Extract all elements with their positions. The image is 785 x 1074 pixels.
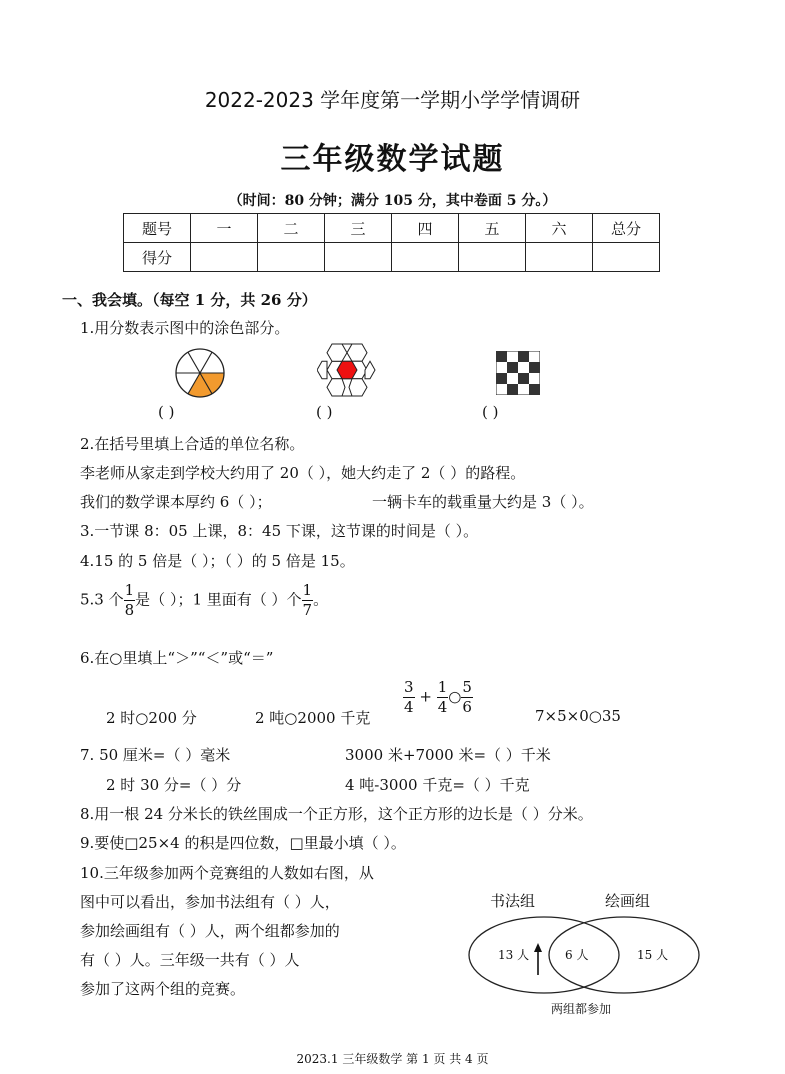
checkerboard-figure bbox=[496, 351, 540, 395]
question-2-line-1: 李老师从家走到学校大约用了 20（ ），她大约走了 2（ ）的路程。 bbox=[80, 464, 526, 482]
score-cell: 总分 bbox=[593, 214, 660, 243]
score-cell: 五 bbox=[459, 214, 526, 243]
score-input-cell[interactable] bbox=[258, 243, 325, 272]
compare-item: 2 吨○2000 千克 bbox=[255, 709, 371, 727]
fraction: $\frac{5}{6}$ bbox=[462, 678, 472, 716]
question-5-text: 是（ ）；1 里面有（ ）个 bbox=[135, 590, 302, 609]
exam-title: 2022-2023 学年度第一学期小学学情调研 bbox=[204, 88, 581, 112]
fraction: $\frac{3}{4}$ bbox=[404, 678, 414, 716]
score-cell: 题号 bbox=[124, 214, 191, 243]
exam-info: （时间：80 分钟；满分 105 分，其中卷面 5 分。） bbox=[228, 193, 557, 209]
circle-sixths-figure bbox=[172, 345, 228, 401]
question-10-line: 有（ ）人。三年级一共有（ ）人 bbox=[80, 951, 300, 969]
question-9: 9.要使□25×4 的积是四位数，□里最小填（ ）。 bbox=[80, 834, 406, 852]
score-input-cell[interactable] bbox=[593, 243, 660, 272]
venn-left-ellipse bbox=[469, 917, 619, 993]
score-value-row bbox=[124, 243, 660, 272]
question-10-line: 参加了这两个组的竞赛。 bbox=[80, 980, 246, 998]
question-7b: 3000 米+7000 米=（ ）千米 bbox=[345, 746, 551, 764]
venn-right-count: 15 人 bbox=[637, 948, 669, 962]
score-cell: 得分 bbox=[124, 243, 191, 272]
question-10-line: 10.三年级参加两个竞赛组的人数如右图，从 bbox=[80, 864, 374, 882]
hexagon-figure bbox=[317, 340, 377, 400]
question-7a: 7. 50 厘米=（ ）毫米 bbox=[80, 746, 231, 764]
answer-blank[interactable]: ( ) bbox=[158, 403, 175, 421]
question-10-line: 图中可以看出，参加书法组有（ ）人， bbox=[80, 893, 340, 911]
venn-bottom-label: 两组都参加 bbox=[551, 1002, 612, 1016]
question-2-line-2b: 一辆卡车的载重量大约是 3（ ）。 bbox=[372, 493, 594, 511]
question-2: 2.在括号里填上合适的单位名称。 bbox=[80, 435, 305, 453]
question-5-text: 5.3 个 bbox=[80, 590, 124, 609]
question-5 bbox=[80, 583, 328, 618]
subject-title: 三年级数学试题 bbox=[280, 142, 505, 177]
score-cell: 三 bbox=[325, 214, 392, 243]
fraction: $\frac{1}{4}$ bbox=[437, 678, 448, 716]
question-5-text: 。 bbox=[313, 590, 329, 609]
venn-middle-count: 6 人 bbox=[565, 948, 589, 962]
score-cell: 六 bbox=[526, 214, 593, 243]
fraction: $\frac{1}{7}$ bbox=[302, 581, 313, 619]
score-input-cell[interactable] bbox=[191, 243, 258, 272]
question-10-line: 参加绘画组有（ ）人，两个组都参加的 bbox=[80, 922, 340, 940]
page-footer: 2023.1 三年级数学 第 1 页 共 4 页 bbox=[296, 1052, 489, 1066]
score-cell: 四 bbox=[392, 214, 459, 243]
score-cell: 一 bbox=[191, 214, 258, 243]
question-6: 6.在○里填上“＞”“＜”或“＝” bbox=[80, 649, 274, 667]
fraction: $\frac{1}{8}$ bbox=[124, 581, 135, 619]
section-heading: 一、我会填。（每空 1 分，共 26 分） bbox=[62, 291, 317, 309]
arrow-head-icon bbox=[534, 943, 542, 952]
score-input-cell[interactable] bbox=[392, 243, 459, 272]
score-table bbox=[123, 213, 660, 272]
question-7c: 2 时 30 分=（ ）分 bbox=[106, 776, 242, 794]
question-1: 1.用分数表示图中的涂色部分。 bbox=[80, 319, 290, 337]
compare-item: 2 时○200 分 bbox=[106, 709, 197, 727]
compare-item-fractions: $\frac{3}{4}$ + $\frac{1}{4}$ ○ $\frac{5}{6}$ bbox=[404, 678, 472, 716]
question-3: 3.一节课 8：05 上课，8：45 下课，这节课的时间是（ ）。 bbox=[80, 522, 479, 540]
question-7d: 4 吨-3000 千克=（ ）千克 bbox=[345, 776, 530, 794]
answer-blank[interactable]: ( ) bbox=[316, 403, 333, 421]
venn-left-count: 13 人 bbox=[498, 948, 530, 962]
answer-blank[interactable]: ( ) bbox=[482, 403, 499, 421]
hexagon-shaded-part bbox=[337, 361, 357, 378]
question-8: 8.用一根 24 分米长的铁丝围成一个正方形，这个正方形的边长是（ ）分米。 bbox=[80, 805, 593, 823]
venn-left-label: 书法组 bbox=[490, 892, 536, 910]
score-cell: 二 bbox=[258, 214, 325, 243]
question-4: 4.15 的 5 倍是（ ）；（ ）的 5 倍是 15。 bbox=[80, 552, 355, 570]
score-header-row bbox=[124, 214, 660, 243]
score-input-cell[interactable] bbox=[325, 243, 392, 272]
question-2-line-2a: 我们的数学课本厚约 6（ ）； bbox=[80, 493, 272, 511]
compare-item: 7×5×0○35 bbox=[535, 707, 621, 725]
score-input-cell[interactable] bbox=[526, 243, 593, 272]
venn-right-label: 绘画组 bbox=[605, 892, 651, 910]
score-input-cell[interactable] bbox=[459, 243, 526, 272]
